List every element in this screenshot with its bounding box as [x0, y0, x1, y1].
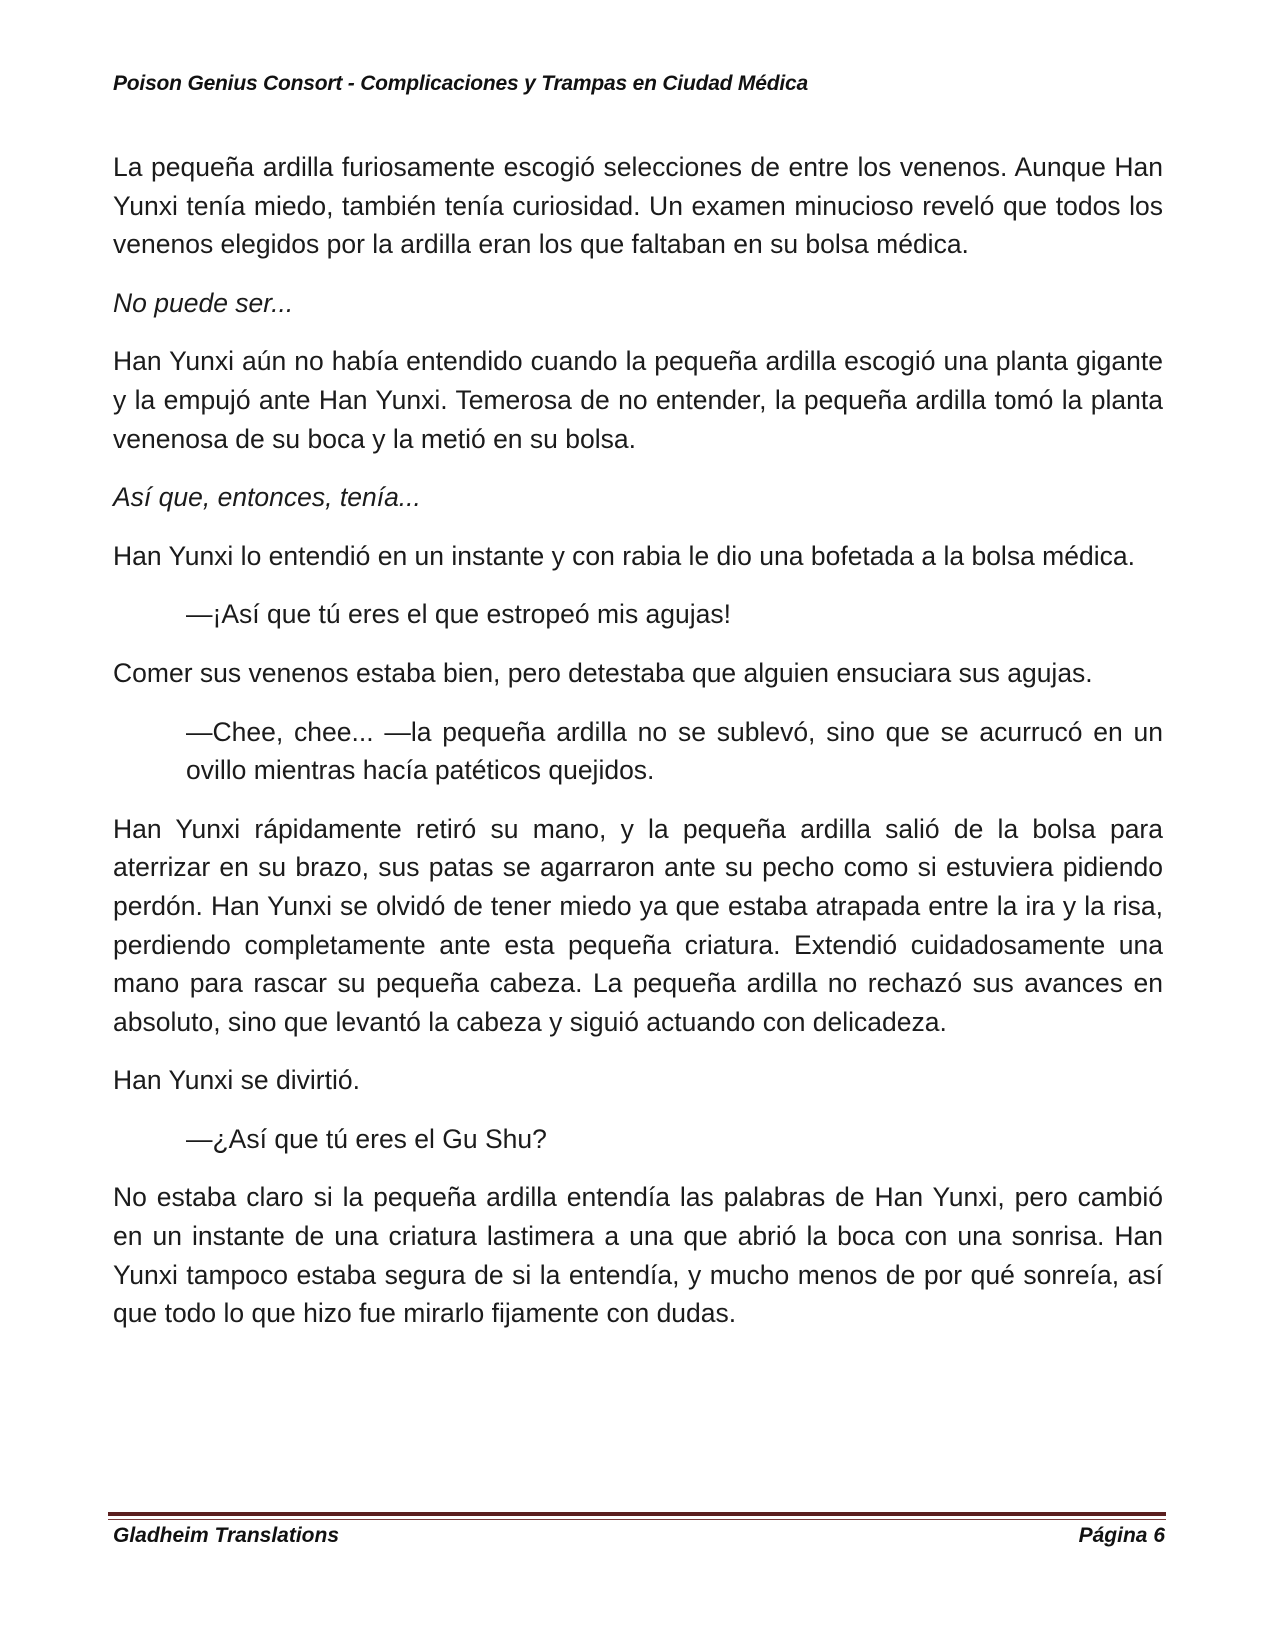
dialogue-line: —¿Así que tú eres el Gu Shu?: [186, 1123, 547, 1154]
footer-translator-credit: Gladheim Translations: [113, 1524, 340, 1547]
dialogue-line: —Chee, chee... —la pequeña ardilla no se sublevó, sino que se acurrucó en un ovillo mientras hacía patéticos quejidos.: [186, 716, 1163, 786]
footer-rule-thin: [108, 1519, 1166, 1520]
footer-rule: [108, 1512, 1166, 1516]
footer-page-number: Página 6: [1078, 1524, 1165, 1547]
paragraph: Han Yunxi aún no había entendido cuando la pequeña ardilla escogió una planta gigante y la empujó ante Han Yunxi. Temerosa de no entender, la pequeña ardilla tomó la planta venenosa de su boca y la metió en su bolsa.: [113, 346, 1163, 454]
paragraph: No estaba claro si la pequeña ardilla entendía las palabras de Han Yunxi, pero cambió en un instante de una criatura lastimera a una que abrió la boca con una sonrisa. Han Yunxi tampoco estaba segura de si la entendía, y mucho menos de por qué sonreía, así que todo lo que hizo fue mirarlo fijamente con dudas.: [113, 1182, 1163, 1329]
paragraph-italic: Así que, entonces, tenía...: [113, 482, 421, 513]
paragraph: La pequeña ardilla furiosamente escogió selecciones de entre los venenos. Aunque Han Yunxi tenía miedo, también tenía curiosidad. Un examen minucioso reveló que todos los venenos elegidos por la ardilla eran los que faltaban en su bolsa médica.: [113, 152, 1163, 260]
body-text: [113, 148, 1163, 1353]
paragraph: Han Yunxi se divirtió.: [113, 1065, 360, 1096]
paragraph: Han Yunxi lo entendió en un instante y con rabia le dio una bofetada a la bolsa médica.: [113, 540, 1135, 571]
paragraph: Han Yunxi rápidamente retiró su mano, y la pequeña ardilla salió de la bolsa para aterrizar en su brazo, sus patas se agarraron ante su pecho como si estuviera pidiendo perdón. Han Yunxi se olvidó de tener miedo ya que estaba atrapada entre la ira y la risa, perdiendo completamente ante esta pequeña criatura. Extendió cuidadosamente una mano para rascar su pequeña cabeza. La pequeña ardilla no rechazó sus avances en absoluto, sino que levantó la cabeza y siguió actuando con delicadeza.: [113, 813, 1163, 1037]
paragraph-italic: No puede ser...: [113, 287, 294, 318]
dialogue-line: —¡Así que tú eres el que estropeó mis agujas!: [186, 599, 732, 630]
paragraph: Comer sus venenos estaba bien, pero detestaba que alguien ensuciara sus agujas.: [113, 657, 1093, 688]
page-header-title: Poison Genius Consort - Complicaciones y Trampas en Ciudad Médica: [113, 72, 808, 95]
